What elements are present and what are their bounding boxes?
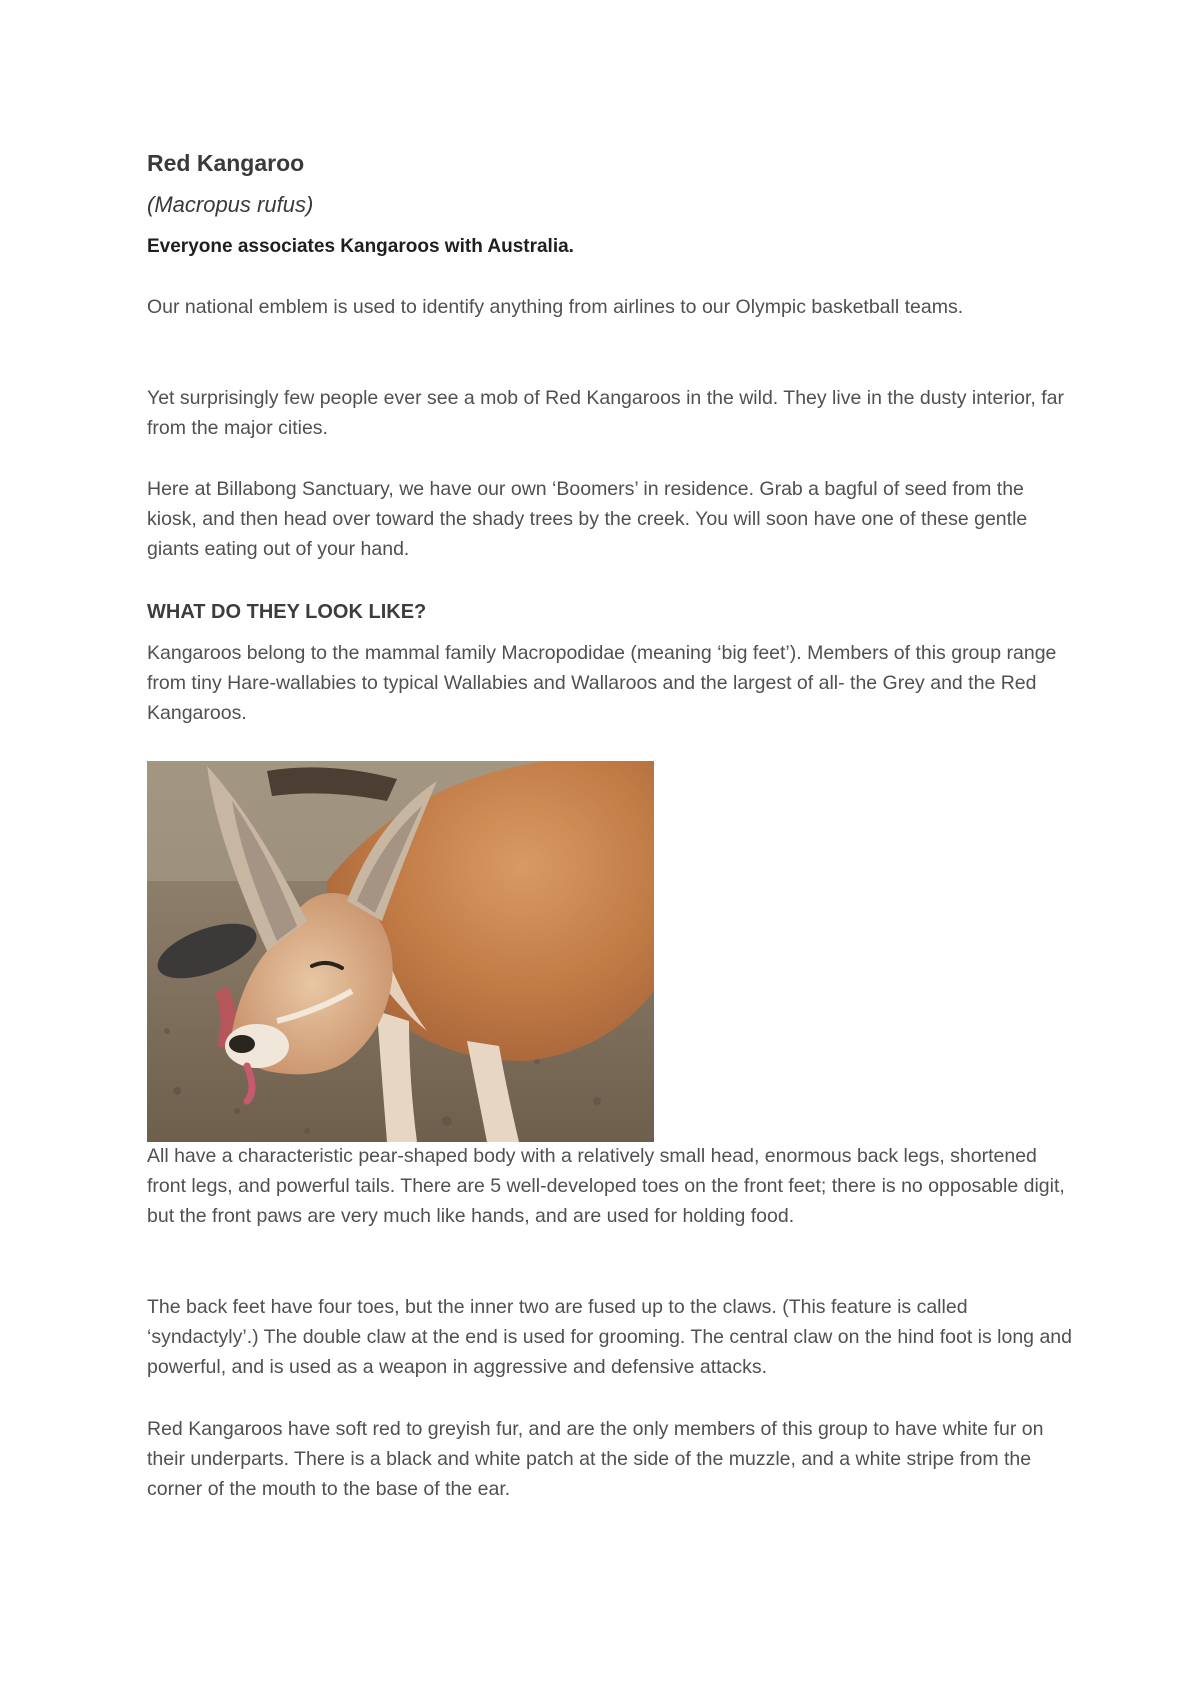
body-paragraph-3: Red Kangaroos have soft red to greyish fur, and are the only members of this group to have white fur on their underparts. There is a black and white patch at the side of the muzzle, and a white stripe from the corner of the mouth to the base of the ear. bbox=[147, 1418, 1044, 1500]
section-intro-paragraph: Kangaroos belong to the mammal family Macropodidae (meaning ‘big feet’). Members of this group range from tiny Hare-wallabies to typical Wallabies and Wallaroos and the largest of all- the Grey and the Red Kangaroos. bbox=[147, 642, 1057, 724]
intro-paragraph-2: Yet surprisingly few people ever see a mob of Red Kangaroos in the wild. They live in the dusty interior, far from the major cities. bbox=[147, 387, 1065, 439]
body-paragraph-1: All have a characteristic pear-shaped body with a relatively small head, enormous back legs, shortened front legs, and powerful tails. There are 5 well-developed toes on the front feet; there is no opposable digit, but the front paws are very much like hands, and are used for holding food. bbox=[147, 1145, 1065, 1227]
lead-sentence: Everyone associates Kangaroos with Australia. bbox=[147, 236, 574, 257]
section-heading: WHAT DO THEY LOOK LIKE? bbox=[147, 601, 427, 623]
page-title: Red Kangaroo bbox=[147, 150, 305, 176]
scientific-name: (Macropus rufus) bbox=[147, 192, 314, 217]
body-paragraph-2: The back feet have four toes, but the inner two are fused up to the claws. (This feature is called ‘syndactyly’.) The double claw at the end is used for grooming. The central claw on the hind foot is long and powerful, and is used as a weapon in aggressive and defensive attacks. bbox=[147, 1296, 1072, 1378]
kangaroo-photo bbox=[147, 761, 654, 1142]
intro-paragraph-3: Here at Billabong Sanctuary, we have our own ‘Boomers’ in residence. Grab a bagful of seed from the kiosk, and then head over toward the shady trees by the creek. You will soon have one of these gentle giants eating out of your hand. bbox=[147, 478, 1028, 560]
intro-paragraph-1: Our national emblem is used to identify anything from airlines to our Olympic basketball teams. bbox=[147, 296, 964, 318]
kangaroo-illustration bbox=[147, 761, 654, 1142]
